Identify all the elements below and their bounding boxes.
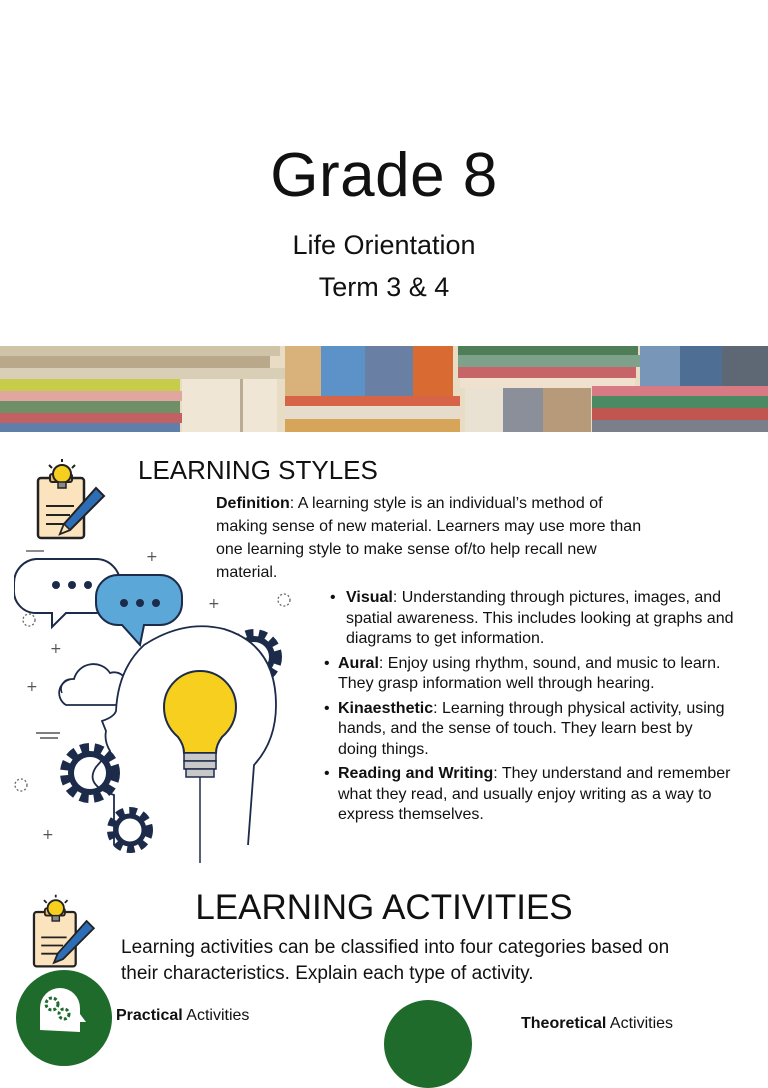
practical-text: Activities — [182, 1007, 250, 1024]
bullet-point: • — [324, 765, 330, 782]
list-item — [320, 764, 736, 826]
learning-styles-heading: LEARNING STYLES — [138, 455, 378, 485]
theoretical-text: Activities — [606, 1015, 674, 1032]
definition-label: Definition — [216, 495, 290, 512]
style-label: Kinaesthetic — [338, 699, 434, 717]
svg-text:+: + — [208, 596, 220, 612]
books-banner-image — [0, 346, 768, 432]
bullet-point: • — [330, 589, 336, 606]
style-label: Reading and Writing — [338, 765, 494, 782]
style-text: : Understanding through pictures, images, and spatial awareness. This includes looking at graphs and diagrams to get information. — [346, 589, 734, 647]
list-item — [326, 588, 736, 650]
page-title: Grade 8 — [270, 141, 498, 210]
bullet-point: • — [324, 699, 330, 717]
style-label: Aural — [338, 654, 379, 672]
list-item — [320, 654, 736, 695]
theoretical-activity-badge — [384, 1000, 472, 1088]
svg-text:+: + — [146, 549, 158, 565]
learning-activities-intro: Learning activities can be classified into four categories based on their characteristics. Explain each type of activity. — [121, 937, 670, 984]
gear-icon — [66, 749, 114, 797]
style-text: : They understand and remember what they read, and usually enjoy writing as a way to express themselves. — [338, 765, 731, 823]
style-text: : Learning through physical activity, using hands, and the sense of touch. They learn best by doing things. — [338, 699, 725, 758]
head-gears-icon — [16, 970, 112, 1066]
books-stack-graphic — [0, 346, 768, 432]
style-label: Visual — [346, 589, 393, 606]
style-text: : Enjoy using rhythm, sound, and music to learn. They grasp information well through hearing. — [338, 654, 721, 692]
term-subtitle: Term 3 & 4 — [318, 272, 450, 302]
list-item — [320, 699, 736, 761]
practical-activity-badge — [16, 970, 112, 1066]
clipboard-lightbulb-pencil-icon — [34, 456, 106, 542]
bullet-point: • — [324, 654, 330, 672]
svg-text:+: + — [26, 679, 38, 695]
head-lightbulb-illustration — [14, 545, 314, 865]
svg-text:+: + — [50, 641, 62, 657]
practical-label: Practical — [116, 1007, 183, 1024]
learning-styles-list — [326, 588, 736, 830]
svg-text:+: + — [42, 827, 54, 843]
theoretical-activities-label — [521, 1015, 673, 1033]
subject-subtitle: Life Orientation — [292, 230, 476, 260]
learning-activities-heading: LEARNING ACTIVITIES — [195, 888, 573, 927]
theoretical-label: Theoretical — [521, 1015, 607, 1032]
definition-text: : A learning style is an individual’s method of making sense of new material. Learners may use more than one learning style to make sense of/to help recall new material. — [216, 495, 642, 581]
practical-activities-label — [116, 1007, 249, 1025]
